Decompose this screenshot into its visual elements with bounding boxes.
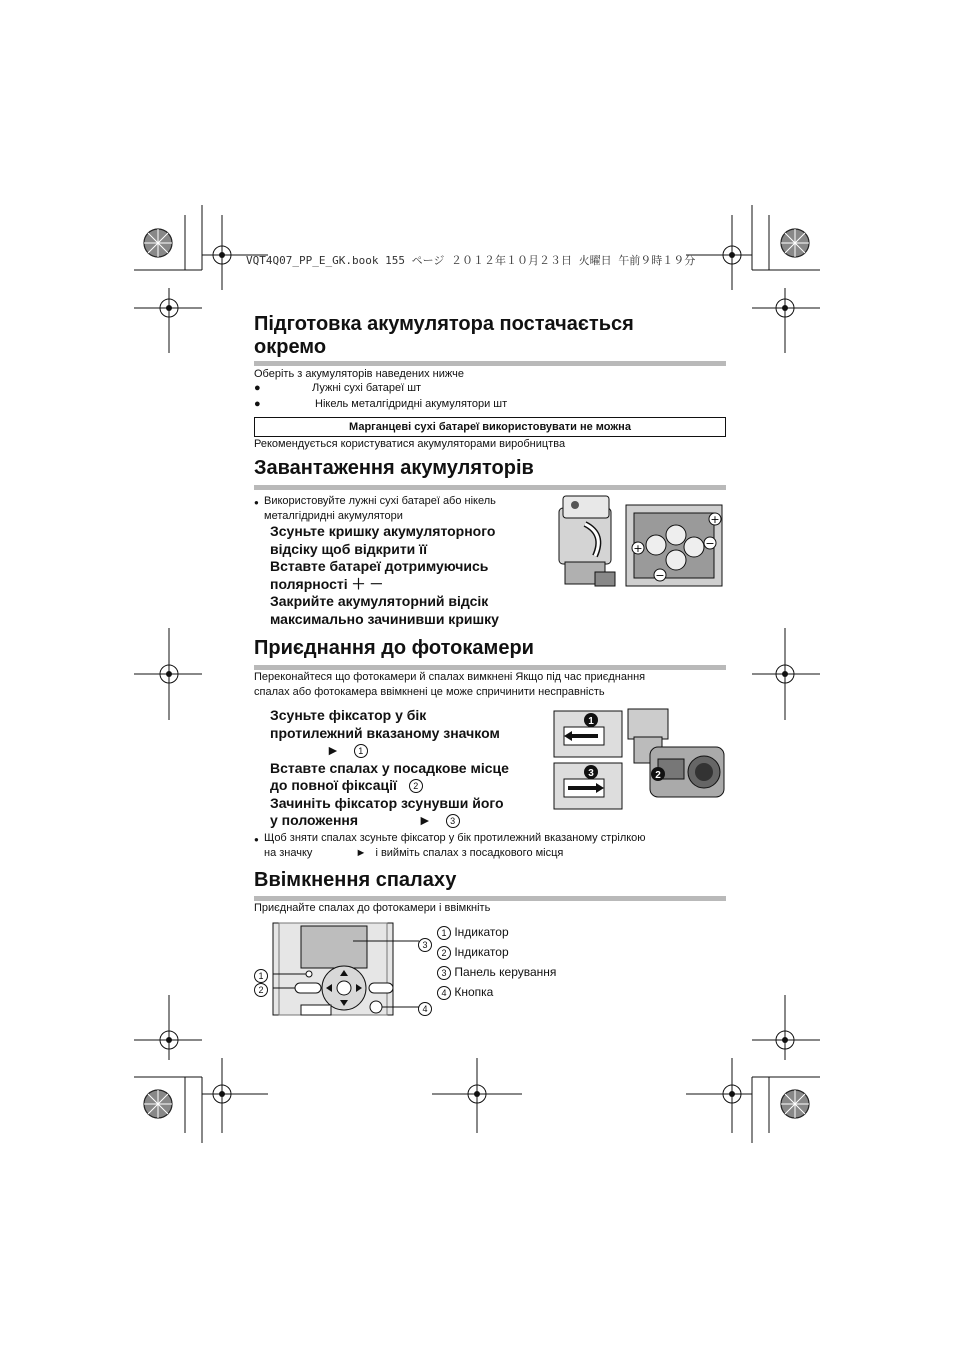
title-line: окремо	[254, 336, 327, 358]
battery-type-item: Нікель металгідридні акумулятори шт	[315, 398, 508, 410]
legend-label: Панель керування	[454, 965, 557, 979]
legend-label: Індикатор	[454, 945, 509, 959]
arrow-icon: ►	[355, 847, 367, 859]
step-line	[270, 812, 509, 830]
bullet-note: ● Щоб зняти спалах зсуньте фіксатор у бік протилежний вказаному стрілкою	[264, 831, 646, 846]
flash-battery-cover-illustration	[555, 494, 623, 592]
svg-text:−: −	[655, 569, 665, 582]
callout-number: 1	[254, 969, 268, 983]
polarity-minus-icon	[704, 537, 716, 550]
figure-callout	[254, 981, 268, 999]
step-line: Зачиніть фіксатор зсунувши його	[270, 794, 504, 811]
svg-text:+: +	[633, 542, 643, 555]
legend-label: Індикатор	[454, 925, 509, 939]
recommend-text: Рекомендується користуватися акумуляторами виробництва	[254, 438, 566, 450]
legend-number: 2	[437, 946, 451, 960]
arrow-icon: ►	[326, 742, 340, 758]
step-line: Зсуньте кришку акумуляторного	[270, 523, 496, 539]
step-text: у положення	[270, 812, 359, 828]
step-line: максимально зачинивши кришку	[270, 610, 499, 627]
step-line: протилежний вказаному значком	[270, 724, 500, 741]
callout-badge	[584, 713, 598, 727]
step-line	[270, 777, 509, 795]
note-text: на значку	[264, 847, 313, 859]
step-line: Вставте батареї дотримуючись	[270, 558, 489, 574]
section-title-battery-prep	[254, 313, 634, 359]
figure-callout	[418, 936, 432, 954]
section-rule	[254, 485, 726, 490]
callout-badge	[584, 765, 598, 779]
section-title-loading: Завантаження акумуляторів	[254, 457, 534, 479]
title-line: Підготовка акумулятора постачається	[254, 313, 634, 335]
polarity-plus-icon	[632, 542, 644, 555]
step-number-badge: 3	[446, 814, 460, 828]
legend-item	[437, 942, 556, 962]
step-line: відсіку щоб відкрити її	[270, 540, 428, 557]
arrow-icon: ►	[417, 812, 432, 828]
callout-number: 1	[588, 716, 594, 727]
step-text: до повної фіксації	[270, 777, 397, 793]
flash-control-panel-illustration	[253, 921, 439, 1017]
section-rule	[254, 361, 726, 366]
intro-text: Приєднайте спалах до фотокамери і ввімкніть	[254, 902, 491, 914]
legend-item	[437, 982, 556, 1002]
print-header: VQT4Q07_PP_E_GK.book 155 ページ ２０１２年１０月２３日 火曜日 午前９時１９分	[246, 254, 696, 267]
callout-number: 3	[418, 938, 432, 952]
battery-compartment-illustration	[626, 505, 722, 586]
bullet-note: ● Використовуйте лужні сухі батареї або нікель	[264, 494, 496, 509]
callout-number: 3	[588, 768, 594, 779]
legend-label: Кнопка	[454, 985, 494, 999]
step-line: полярності ＋ －	[270, 575, 384, 592]
polarity-minus-icon	[654, 569, 666, 582]
step-line: Зсуньте фіксатор у бік	[270, 707, 427, 723]
bullet-marker: ●	[254, 398, 261, 410]
bullet-note-cont: металгідридні акумулятори	[264, 510, 403, 522]
bullet-note-cont	[264, 846, 563, 861]
attach-flash-illustration	[554, 707, 726, 809]
step-number-badge: 2	[409, 779, 423, 793]
legend-item	[437, 922, 556, 942]
legend-number: 4	[437, 986, 451, 1000]
polarity-plus-icon	[709, 513, 721, 526]
step-slide-lock	[270, 707, 509, 830]
step-open-cover	[270, 523, 499, 628]
step-number-badge: 1	[354, 744, 368, 758]
section-title-power-on: Ввімкнення спалаху	[254, 869, 457, 891]
legend-number: 3	[437, 966, 451, 980]
legend-item	[437, 962, 556, 982]
intro-text: Переконайтеся що фотокамери й спалах вимкнені Якщо під час приєднання	[254, 671, 646, 683]
callout-badge	[651, 767, 665, 781]
svg-text:−: −	[705, 537, 715, 550]
bullet-marker: ●	[254, 382, 261, 394]
figure-callout	[418, 1000, 432, 1018]
step-line	[270, 742, 509, 760]
callout-number: 4	[418, 1002, 432, 1016]
callout-number: 2	[655, 770, 661, 781]
section-title-attach: Приєднання до фотокамери	[254, 637, 534, 659]
legend-list	[437, 922, 556, 1002]
note-text: і вийміть спалах з посадкового місця	[375, 847, 564, 859]
callout-number: 2	[254, 983, 268, 997]
svg-text:+: +	[710, 513, 720, 526]
step-line: Вставте спалах у посадкове місце	[270, 759, 509, 776]
battery-type-item: Лужні сухі батареї шт	[312, 382, 422, 394]
indicator-light	[306, 971, 312, 977]
warning-box: Марганцеві сухі батареї використовувати не можна	[254, 417, 726, 437]
legend-number: 1	[437, 926, 451, 940]
intro-text: спалах або фотокамера ввімкнені це може спричинити несправність	[254, 686, 605, 698]
intro-text: Оберіть з акумуляторів наведених нижче	[254, 368, 464, 380]
step-line: Закрийте акумуляторний відсік	[270, 593, 489, 609]
